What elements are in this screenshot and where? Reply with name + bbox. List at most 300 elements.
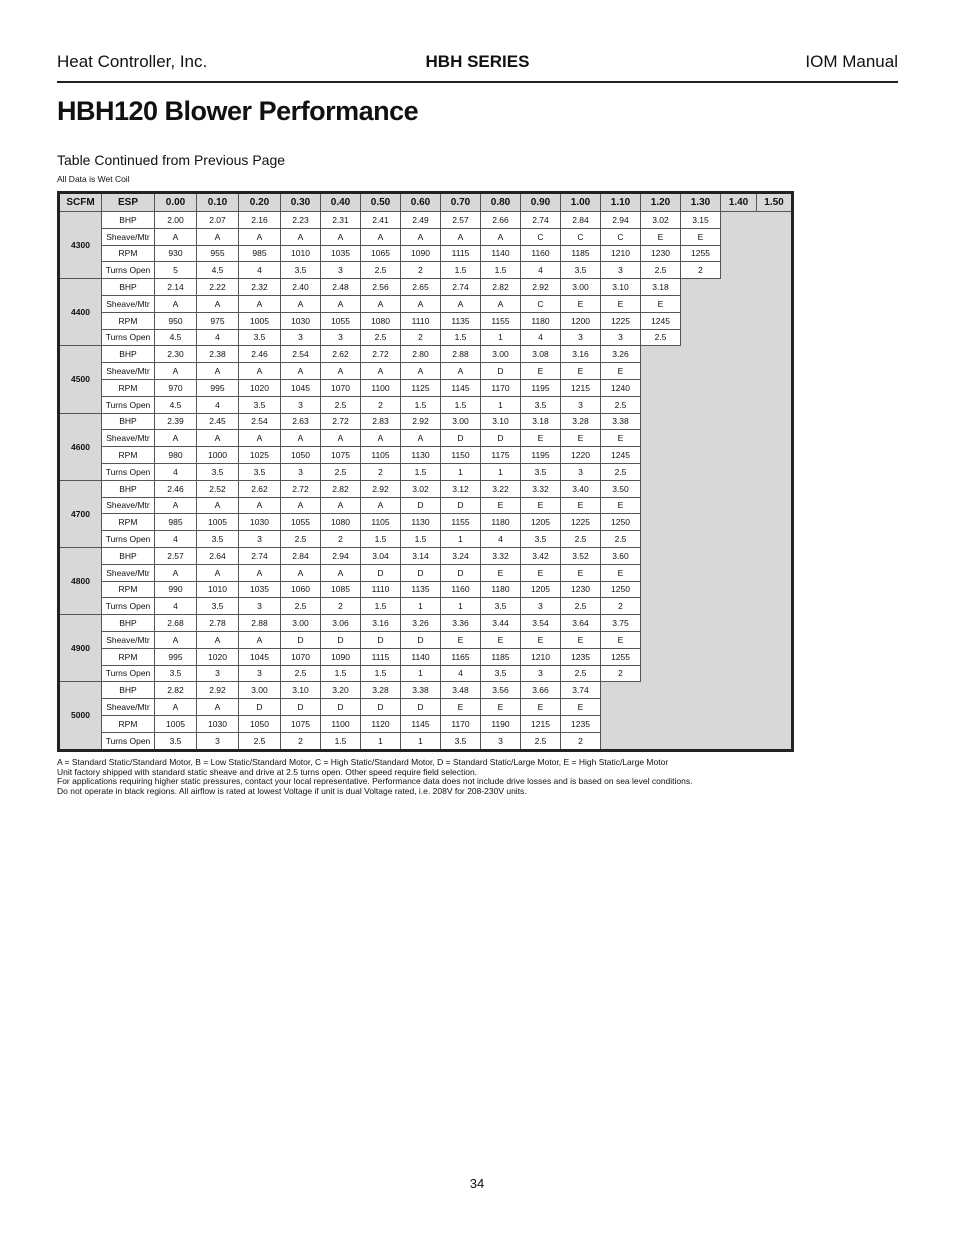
value-cell: 3.50 xyxy=(601,480,641,497)
row-label: Turns Open xyxy=(102,531,155,548)
value-cell: 1210 xyxy=(521,648,561,665)
value-cell: 3.20 xyxy=(321,682,361,699)
value-cell: 2.82 xyxy=(155,682,197,699)
value-cell: 1145 xyxy=(401,715,441,732)
value-cell: 970 xyxy=(155,379,197,396)
value-cell: A xyxy=(481,295,521,312)
value-cell: 3.5 xyxy=(481,598,521,615)
not-available-cell xyxy=(721,547,757,564)
value-cell: 2.84 xyxy=(281,547,321,564)
value-cell: A xyxy=(197,631,239,648)
value-cell: 3.24 xyxy=(441,547,481,564)
value-cell: 1100 xyxy=(321,715,361,732)
not-available-cell xyxy=(757,228,793,245)
value-cell: E xyxy=(561,564,601,581)
row-label: RPM xyxy=(102,312,155,329)
not-available-cell xyxy=(641,480,681,497)
value-cell: 1035 xyxy=(239,581,281,598)
value-cell: D xyxy=(321,699,361,716)
value-cell: D xyxy=(401,564,441,581)
value-cell: 1135 xyxy=(441,312,481,329)
row-label: Turns Open xyxy=(102,665,155,682)
table-row xyxy=(59,295,793,312)
value-cell: E xyxy=(521,497,561,514)
value-cell: 975 xyxy=(197,312,239,329)
not-available-cell xyxy=(757,631,793,648)
not-available-cell xyxy=(721,531,757,548)
table-row xyxy=(59,363,793,380)
value-cell: 2.5 xyxy=(561,665,601,682)
value-cell: 3.28 xyxy=(561,413,601,430)
value-cell: A xyxy=(441,363,481,380)
value-cell: A xyxy=(197,363,239,380)
value-cell: 2.52 xyxy=(197,480,239,497)
value-cell: E xyxy=(521,631,561,648)
value-cell: A xyxy=(401,228,441,245)
value-cell: 3.5 xyxy=(155,665,197,682)
value-cell: 3 xyxy=(601,329,641,346)
value-cell: 3.38 xyxy=(401,682,441,699)
value-cell: A xyxy=(197,497,239,514)
value-cell: E xyxy=(521,363,561,380)
table-row xyxy=(59,531,793,548)
row-label: Sheave/Mtr xyxy=(102,631,155,648)
value-cell: 3.00 xyxy=(239,682,281,699)
column-header: 0.00 xyxy=(155,193,197,212)
value-cell: 1215 xyxy=(561,379,601,396)
value-cell: 4 xyxy=(239,262,281,279)
column-header: 1.10 xyxy=(601,193,641,212)
not-available-cell xyxy=(721,212,757,229)
value-cell: 4 xyxy=(481,531,521,548)
value-cell: 3.10 xyxy=(281,682,321,699)
value-cell: 2 xyxy=(321,598,361,615)
not-available-cell xyxy=(681,447,721,464)
not-available-cell xyxy=(721,329,757,346)
not-available-cell xyxy=(641,430,681,447)
value-cell: A xyxy=(197,699,239,716)
value-cell: 2.5 xyxy=(321,463,361,480)
value-cell: 4 xyxy=(441,665,481,682)
value-cell: 4 xyxy=(155,463,197,480)
value-cell: A xyxy=(281,228,321,245)
value-cell: 1115 xyxy=(441,245,481,262)
value-cell: 2.57 xyxy=(441,212,481,229)
value-cell: 1.5 xyxy=(401,396,441,413)
value-cell: 2.5 xyxy=(321,396,361,413)
not-available-cell xyxy=(757,262,793,279)
value-cell: D xyxy=(481,430,521,447)
value-cell: 4 xyxy=(155,598,197,615)
value-cell: D xyxy=(441,430,481,447)
value-cell: A xyxy=(239,564,281,581)
value-cell: 3 xyxy=(561,463,601,480)
not-available-cell xyxy=(757,212,793,229)
value-cell: 995 xyxy=(155,648,197,665)
value-cell: 2.40 xyxy=(281,279,321,296)
not-available-cell xyxy=(757,463,793,480)
value-cell: 2.22 xyxy=(197,279,239,296)
table-row xyxy=(59,631,793,648)
row-label: Turns Open xyxy=(102,598,155,615)
value-cell: 2.94 xyxy=(321,547,361,564)
table-row xyxy=(59,699,793,716)
value-cell: 1155 xyxy=(441,514,481,531)
row-label: Turns Open xyxy=(102,329,155,346)
value-cell: E xyxy=(641,295,681,312)
value-cell: 3.5 xyxy=(441,732,481,750)
not-available-cell xyxy=(681,279,721,296)
value-cell: E xyxy=(681,228,721,245)
value-cell: A xyxy=(197,430,239,447)
header-rule xyxy=(57,81,898,83)
table-row xyxy=(59,346,793,363)
not-available-cell xyxy=(757,598,793,615)
value-cell: 1.5 xyxy=(361,598,401,615)
note-line: Unit factory shipped with standard static sheave and drive at 2.5 turns open. Other speed require field selection. xyxy=(57,766,478,777)
row-label: BHP xyxy=(102,615,155,632)
table-row xyxy=(59,615,793,632)
not-available-cell xyxy=(641,379,681,396)
value-cell: 2.5 xyxy=(641,262,681,279)
value-cell: 2 xyxy=(401,262,441,279)
not-available-cell xyxy=(641,648,681,665)
value-cell: 1180 xyxy=(481,581,521,598)
value-cell: E xyxy=(481,497,521,514)
value-cell: 3.5 xyxy=(239,329,281,346)
value-cell: 1185 xyxy=(481,648,521,665)
value-cell: 1035 xyxy=(321,245,361,262)
not-available-cell xyxy=(681,514,721,531)
not-available-cell xyxy=(721,514,757,531)
table-row xyxy=(59,430,793,447)
value-cell: 3 xyxy=(281,329,321,346)
value-cell: 1005 xyxy=(155,715,197,732)
value-cell: D xyxy=(361,631,401,648)
not-available-cell xyxy=(641,346,681,363)
value-cell: 1165 xyxy=(441,648,481,665)
value-cell: 1.5 xyxy=(361,665,401,682)
value-cell: 1225 xyxy=(561,514,601,531)
not-available-cell xyxy=(601,699,641,716)
not-available-cell xyxy=(681,715,721,732)
value-cell: 3 xyxy=(561,329,601,346)
value-cell: 3.26 xyxy=(601,346,641,363)
not-available-cell xyxy=(721,648,757,665)
not-available-cell xyxy=(757,312,793,329)
value-cell: A xyxy=(155,497,197,514)
not-available-cell xyxy=(757,732,793,750)
value-cell: 3.5 xyxy=(239,396,281,413)
value-cell: D xyxy=(239,699,281,716)
value-cell: 1.5 xyxy=(401,531,441,548)
value-cell: D xyxy=(401,497,441,514)
value-cell: 1 xyxy=(441,531,481,548)
column-header: 0.60 xyxy=(401,193,441,212)
value-cell: 1085 xyxy=(321,581,361,598)
value-cell: 1005 xyxy=(197,514,239,531)
value-cell: 3 xyxy=(481,732,521,750)
value-cell: 950 xyxy=(155,312,197,329)
value-cell: 1.5 xyxy=(321,665,361,682)
value-cell: 3.5 xyxy=(561,262,601,279)
scfm-cell: 4400 xyxy=(59,279,102,346)
value-cell: A xyxy=(197,564,239,581)
column-header: 0.40 xyxy=(321,193,361,212)
value-cell: 2.49 xyxy=(401,212,441,229)
value-cell: 3.10 xyxy=(481,413,521,430)
value-cell: E xyxy=(521,430,561,447)
value-cell: 1195 xyxy=(521,379,561,396)
value-cell: 3.02 xyxy=(641,212,681,229)
value-cell: 1.5 xyxy=(441,329,481,346)
not-available-cell xyxy=(721,463,757,480)
row-label: Sheave/Mtr xyxy=(102,295,155,312)
not-available-cell xyxy=(641,682,681,699)
value-cell: 1185 xyxy=(561,245,601,262)
value-cell: 3.74 xyxy=(561,682,601,699)
not-available-cell xyxy=(721,598,757,615)
value-cell: A xyxy=(155,631,197,648)
value-cell: 1255 xyxy=(601,648,641,665)
note-line: For applications requiring higher static pressures, contact your local representative. Performance data does not include drive losses and is based on sea level conditions. xyxy=(57,776,693,787)
not-available-cell xyxy=(721,615,757,632)
value-cell: A xyxy=(281,497,321,514)
value-cell: 2.39 xyxy=(155,413,197,430)
value-cell: A xyxy=(239,295,281,312)
not-available-cell xyxy=(721,447,757,464)
table-notes xyxy=(57,758,817,796)
column-header: 0.90 xyxy=(521,193,561,212)
value-cell: 3.48 xyxy=(441,682,481,699)
not-available-cell xyxy=(641,631,681,648)
value-cell: 2.5 xyxy=(281,665,321,682)
value-cell: A xyxy=(155,699,197,716)
row-label: Turns Open xyxy=(102,396,155,413)
value-cell: 2.5 xyxy=(561,598,601,615)
value-cell: E xyxy=(601,430,641,447)
value-cell: 3.60 xyxy=(601,547,641,564)
value-cell: 3.5 xyxy=(521,463,561,480)
not-available-cell xyxy=(681,497,721,514)
value-cell: 980 xyxy=(155,447,197,464)
value-cell: 2.45 xyxy=(197,413,239,430)
value-cell: E xyxy=(641,228,681,245)
value-cell: 2.46 xyxy=(155,480,197,497)
value-cell: E xyxy=(561,430,601,447)
value-cell: D xyxy=(281,631,321,648)
value-cell: 1205 xyxy=(521,514,561,531)
value-cell: A xyxy=(361,295,401,312)
value-cell: E xyxy=(521,699,561,716)
value-cell: 3.08 xyxy=(521,346,561,363)
not-available-cell xyxy=(641,396,681,413)
value-cell: 1120 xyxy=(361,715,401,732)
value-cell: 2.5 xyxy=(239,732,281,750)
not-available-cell xyxy=(681,547,721,564)
value-cell: 2.00 xyxy=(155,212,197,229)
table-row xyxy=(59,715,793,732)
value-cell: 930 xyxy=(155,245,197,262)
row-label: RPM xyxy=(102,379,155,396)
value-cell: 4 xyxy=(521,262,561,279)
table-row xyxy=(59,228,793,245)
value-cell: 3.18 xyxy=(641,279,681,296)
value-cell: 1 xyxy=(441,598,481,615)
value-cell: 1.5 xyxy=(321,732,361,750)
value-cell: 3.32 xyxy=(481,547,521,564)
value-cell: 2.07 xyxy=(197,212,239,229)
value-cell: 1 xyxy=(401,598,441,615)
not-available-cell xyxy=(681,329,721,346)
value-cell: E xyxy=(481,631,521,648)
value-cell: E xyxy=(561,699,601,716)
table-row xyxy=(59,245,793,262)
value-cell: 3.26 xyxy=(401,615,441,632)
value-cell: D xyxy=(361,564,401,581)
value-cell: 2.46 xyxy=(239,346,281,363)
not-available-cell xyxy=(641,447,681,464)
value-cell: 2.41 xyxy=(361,212,401,229)
table-subtitle: Table Continued from Previous Page xyxy=(57,152,286,168)
value-cell: 2.62 xyxy=(239,480,281,497)
not-available-cell xyxy=(721,379,757,396)
value-cell: 1.5 xyxy=(441,396,481,413)
value-cell: A xyxy=(155,564,197,581)
value-cell: 1140 xyxy=(401,648,441,665)
not-available-cell xyxy=(641,363,681,380)
value-cell: 990 xyxy=(155,581,197,598)
not-available-cell xyxy=(757,329,793,346)
value-cell: 2.5 xyxy=(361,329,401,346)
value-cell: 1050 xyxy=(281,447,321,464)
value-cell: A xyxy=(281,295,321,312)
table-row xyxy=(59,463,793,480)
value-cell: 1005 xyxy=(239,312,281,329)
value-cell: A xyxy=(481,228,521,245)
wet-coil-note: All Data is Wet Coil xyxy=(57,174,130,184)
value-cell: 1215 xyxy=(521,715,561,732)
value-cell: 2.74 xyxy=(441,279,481,296)
value-cell: 3.5 xyxy=(197,463,239,480)
value-cell: 1010 xyxy=(281,245,321,262)
value-cell: E xyxy=(601,295,641,312)
value-cell: 2 xyxy=(601,598,641,615)
value-cell: 2.5 xyxy=(601,463,641,480)
value-cell: A xyxy=(321,295,361,312)
value-cell: 1150 xyxy=(441,447,481,464)
not-available-cell xyxy=(721,312,757,329)
value-cell: 2.38 xyxy=(197,346,239,363)
value-cell: 4 xyxy=(197,396,239,413)
row-label: BHP xyxy=(102,279,155,296)
value-cell: 1235 xyxy=(561,648,601,665)
row-label: Sheave/Mtr xyxy=(102,564,155,581)
not-available-cell xyxy=(641,531,681,548)
manual-name: IOM Manual xyxy=(805,52,898,71)
not-available-cell xyxy=(721,699,757,716)
blower-performance-table xyxy=(57,191,794,752)
not-available-cell xyxy=(681,648,721,665)
not-available-cell xyxy=(757,346,793,363)
value-cell: 2.14 xyxy=(155,279,197,296)
value-cell: 1135 xyxy=(401,581,441,598)
value-cell: 1030 xyxy=(281,312,321,329)
table-row xyxy=(59,329,793,346)
not-available-cell xyxy=(757,715,793,732)
value-cell: 2.65 xyxy=(401,279,441,296)
value-cell: 2.64 xyxy=(197,547,239,564)
value-cell: 3.04 xyxy=(361,547,401,564)
value-cell: A xyxy=(321,228,361,245)
value-cell: E xyxy=(441,631,481,648)
value-cell: 1245 xyxy=(601,447,641,464)
not-available-cell xyxy=(681,631,721,648)
value-cell: 1000 xyxy=(197,447,239,464)
value-cell: A xyxy=(361,497,401,514)
not-available-cell xyxy=(681,379,721,396)
value-cell: 3.00 xyxy=(441,413,481,430)
not-available-cell xyxy=(757,430,793,447)
not-available-cell xyxy=(757,396,793,413)
value-cell: 3.75 xyxy=(601,615,641,632)
not-available-cell xyxy=(721,497,757,514)
row-label: Sheave/Mtr xyxy=(102,699,155,716)
value-cell: 1160 xyxy=(521,245,561,262)
not-available-cell xyxy=(681,363,721,380)
scfm-cell: 4300 xyxy=(59,212,102,279)
value-cell: A xyxy=(155,228,197,245)
value-cell: 1190 xyxy=(481,715,521,732)
not-available-cell xyxy=(721,396,757,413)
value-cell: 1195 xyxy=(521,447,561,464)
value-cell: 2 xyxy=(401,329,441,346)
not-available-cell xyxy=(641,598,681,615)
value-cell: 1170 xyxy=(441,715,481,732)
row-label: BHP xyxy=(102,346,155,363)
company-name: Heat Controller, Inc. xyxy=(57,52,208,71)
not-available-cell xyxy=(641,547,681,564)
value-cell: E xyxy=(601,631,641,648)
value-cell: 1110 xyxy=(401,312,441,329)
value-cell: 2.92 xyxy=(361,480,401,497)
value-cell: D xyxy=(441,564,481,581)
value-cell: A xyxy=(281,430,321,447)
value-cell: E xyxy=(561,363,601,380)
value-cell: D xyxy=(361,699,401,716)
row-label: BHP xyxy=(102,413,155,430)
value-cell: A xyxy=(441,228,481,245)
value-cell: A xyxy=(239,430,281,447)
row-label: RPM xyxy=(102,581,155,598)
value-cell: 1130 xyxy=(401,514,441,531)
value-cell: C xyxy=(601,228,641,245)
value-cell: 5 xyxy=(155,262,197,279)
not-available-cell xyxy=(601,715,641,732)
table-row xyxy=(59,312,793,329)
value-cell: A xyxy=(321,363,361,380)
value-cell: 2.16 xyxy=(239,212,281,229)
value-cell: E xyxy=(441,699,481,716)
value-cell: E xyxy=(481,699,521,716)
value-cell: 2.74 xyxy=(239,547,281,564)
not-available-cell xyxy=(681,615,721,632)
value-cell: 1030 xyxy=(197,715,239,732)
scfm-cell: 4700 xyxy=(59,480,102,547)
value-cell: 2 xyxy=(681,262,721,279)
not-available-cell xyxy=(641,715,681,732)
value-cell: A xyxy=(361,430,401,447)
